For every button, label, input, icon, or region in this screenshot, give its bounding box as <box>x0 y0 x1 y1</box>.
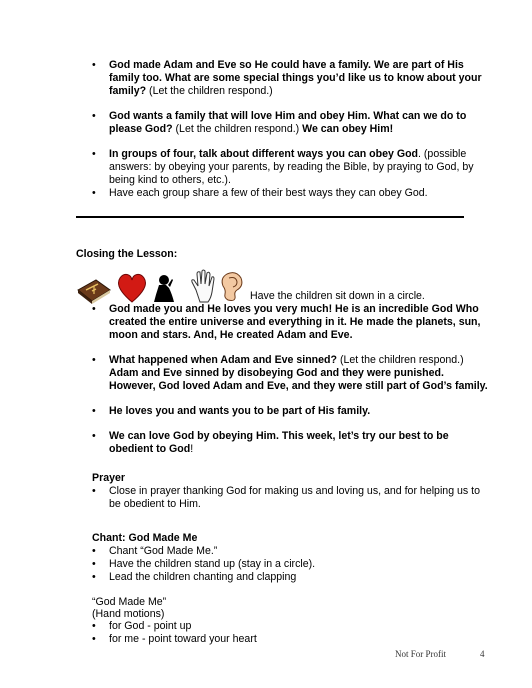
closing-bullet <box>92 405 492 418</box>
song-subtitle: (Hand motions) <box>92 608 165 620</box>
closing-bullet-text: Adam and Eve sinned by disobeying God and they were punished. However, God loved Adam and Eve, and they were still part of God’s family. <box>109 367 488 392</box>
closing-bullet <box>92 430 492 456</box>
page-number: 4 <box>480 649 485 659</box>
chant-bullet-list <box>92 545 492 584</box>
closing-bullet-text: God made you and He loves you very much! He is an incredible God Who created the entire universe and everything in it. He made the planets, sun, moon and stars. And, He created Adam and Eve. <box>109 303 481 341</box>
discussion-bullet-text: (Let the children respond.) <box>172 123 303 135</box>
discussion-bullet-text: God made Adam and Eve so He could have a family. We are part of His family too. What are some special things you’d like us to know about your family? <box>109 59 482 97</box>
discussion-bullet-text: We can obey Him! <box>302 123 394 135</box>
ear-icon <box>222 273 242 301</box>
song-bullet-list <box>92 620 492 646</box>
chant-heading: Chant: God Made Me <box>92 532 198 544</box>
song-title: “God Made Me” <box>92 596 167 608</box>
discussion-bullet-text: In groups of four, talk about different ways you can obey God <box>109 148 419 160</box>
closing-bullet-text: He loves you and wants you to be part of His family. <box>109 405 371 417</box>
hand-icon <box>192 270 214 302</box>
prayer-bullet: • Close in prayer thanking God for making us and loving us, and for helping us to be obedient to Him. <box>92 485 492 511</box>
discussion-bullet <box>92 110 492 136</box>
discussion-bullet-text: God wants a family that will love Him and obey Him. What can we do to please God? <box>109 110 467 135</box>
prayer-bullet-list <box>92 485 492 511</box>
closing-bullet <box>92 354 492 393</box>
praying-child-icon <box>154 275 174 302</box>
discussion-bullet <box>92 187 492 200</box>
discussion-bullet-text: . (possible answers: by obeying your parents, by reading the Bible, by praying to God, by being kind to others, etc.). <box>109 148 474 186</box>
icons-caption: Have the children sit down in a circle. <box>250 290 425 302</box>
closing-bullet-text: (Let the children respond.) <box>337 354 464 366</box>
closing-bullet-text: We can love God by obeying Him. This week, let’s try our best to be obedient to God <box>109 430 449 455</box>
chant-bullet: • Have the children stand up (stay in a circle). <box>92 558 492 571</box>
discussion-bullet-text: (Let the children respond.) <box>146 85 273 97</box>
closing-bullet-text: What happened when Adam and Eve sinned? <box>109 354 337 366</box>
closing-bullet <box>92 303 492 342</box>
heart-icon <box>119 274 146 302</box>
bible-icon <box>78 280 110 304</box>
discussion-bullet-text: Have each group share a few of their best ways they can obey God. <box>109 187 428 199</box>
section-divider <box>76 216 464 218</box>
footer-note: Not For Profit <box>395 649 447 659</box>
discussion-bullet-list <box>92 59 492 212</box>
discussion-bullet <box>92 59 492 98</box>
closing-bullet-text: ! <box>190 443 194 455</box>
chant-bullet: • Chant “God Made Me.” <box>92 545 492 558</box>
lesson-icon-strip <box>76 268 248 304</box>
prayer-heading: Prayer <box>92 472 125 484</box>
song-bullet: • for me - point toward your heart <box>92 633 492 646</box>
closing-heading: Closing the Lesson: <box>76 248 178 260</box>
song-bullet: • for God - point up <box>92 620 492 633</box>
discussion-bullet <box>92 148 492 187</box>
closing-bullet-list <box>92 303 492 468</box>
chant-bullet: • Lead the children chanting and clapping <box>92 571 492 584</box>
